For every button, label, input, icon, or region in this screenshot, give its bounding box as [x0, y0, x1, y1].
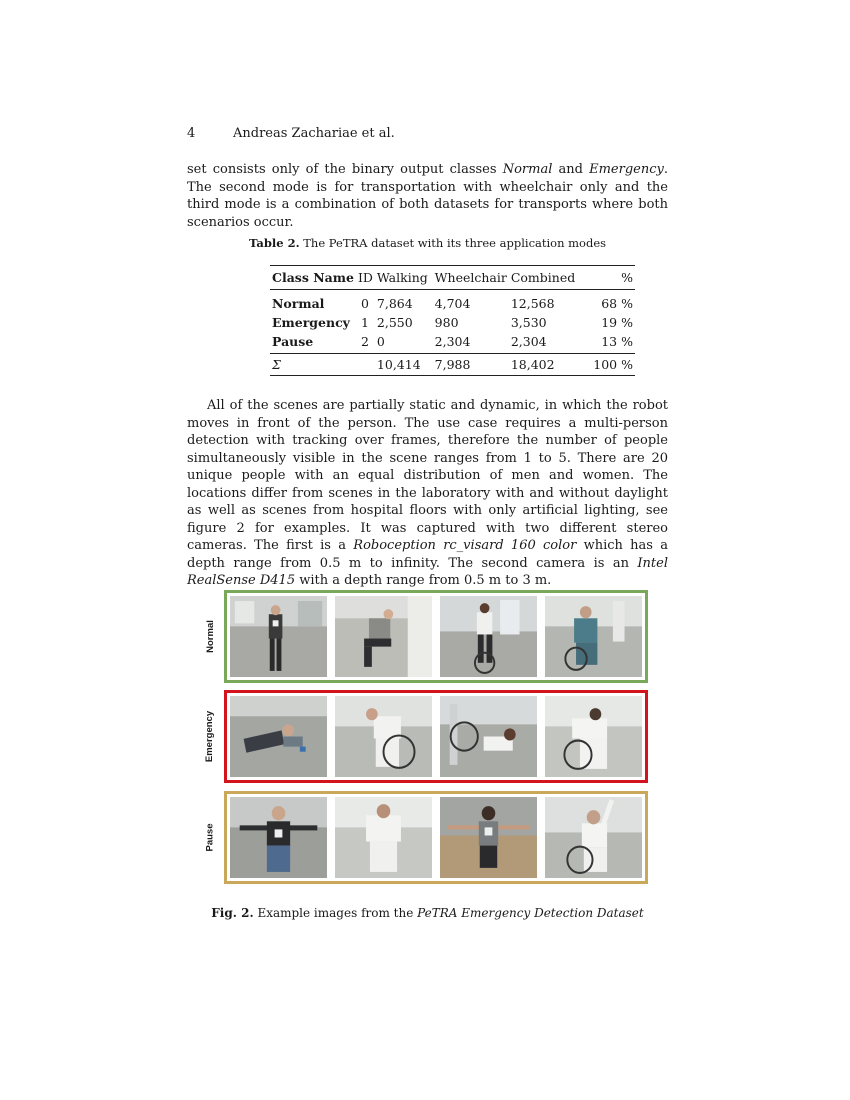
cell: 2,304 — [510, 334, 547, 349]
figure-caption-italic: PeTRA Emergency Detection Dataset — [417, 906, 644, 920]
cell: Pause — [272, 334, 314, 349]
cell: 2,304 — [434, 334, 471, 349]
photo-arms-out-wheelchair — [440, 797, 537, 878]
cell: 2,550 — [376, 315, 413, 330]
photo-person-fallen — [230, 696, 327, 777]
class-normal-italic: Normal — [502, 162, 553, 177]
photo-wheelchair-push — [440, 596, 537, 677]
figure-caption — [187, 906, 668, 920]
row-label-text: Pause — [204, 823, 216, 852]
figure-caption-label: Fig. 2. — [211, 906, 254, 920]
photo-leaning-forward — [335, 797, 432, 878]
camera-2-italic: Intel RealSense D415 — [187, 555, 668, 588]
cell: 7,864 — [376, 296, 413, 311]
table-total-row — [270, 354, 635, 376]
table-caption — [187, 236, 668, 250]
cell: 18,402 — [509, 354, 587, 376]
cell: 0 — [360, 296, 369, 311]
cell: 68 % — [601, 296, 633, 311]
text-span: with a depth range from 0.5 m to 3 m. — [295, 573, 552, 588]
photo-seated-wheelchair — [545, 596, 642, 677]
header-walking: Walking — [375, 266, 433, 290]
row-label-text: Normal — [204, 620, 216, 653]
page-header — [187, 126, 395, 141]
cell: 980 — [434, 315, 459, 330]
table-row — [270, 332, 635, 354]
text-span: which has a depth range from 0.5 m to infinity. The second camera is an — [187, 538, 668, 571]
row-label-text: Emergency — [204, 710, 216, 763]
cell: 13 % — [601, 334, 633, 349]
header-id: ID — [356, 266, 375, 290]
cell: 0 — [376, 334, 385, 349]
paragraph-scenes — [187, 397, 668, 590]
cell: 10,414 — [375, 354, 433, 376]
table-caption-text: The PeTRA dataset with its three application modes — [299, 236, 607, 250]
text-span: All of the scenes are partially static and dynamic, in which the robot moves in front of the person. The use case requires a multi-person detection with tracking over frames, therefore the number of people simultaneously visible in the scene ranges from 1 to 5. There are 20 unique people with an equal distribution of men and women. The locations differ from scenes in the laboratory with and without daylight as well as scenes from hospital floors with only artificial lighting, see figure 2 for examples. It was captured with two different stereo cameras. The first is a — [187, 398, 668, 553]
header-class-name: Class Name — [270, 266, 356, 290]
row-normal — [224, 590, 648, 683]
header-percent: % — [587, 266, 635, 290]
table-row — [270, 313, 635, 332]
camera-1-italic: Roboception rc_visard 160 color — [353, 538, 577, 553]
table-row — [270, 290, 635, 314]
cell: 12,568 — [510, 296, 555, 311]
photo-slumped-wheelchair — [335, 696, 432, 777]
cell-sum-symbol: Σ — [270, 354, 356, 376]
text-span: . The second mode is for transportation with wheelchair only and the third mode is a combination of both datasets for transports where both scenarios occur. — [187, 162, 668, 230]
text-span: and — [552, 162, 590, 177]
row-label-emergency — [200, 690, 220, 783]
cell: 7,988 — [433, 354, 509, 376]
cell: Emergency — [272, 315, 350, 330]
table-header-row — [270, 266, 635, 290]
photo-walking-person — [230, 596, 327, 677]
running-authors: Andreas Zachariae et al. — [233, 126, 395, 141]
cell — [356, 354, 375, 376]
row-emergency — [224, 690, 648, 783]
dataset-table — [270, 265, 635, 376]
cell: 4,704 — [434, 296, 471, 311]
page-number: 4 — [187, 126, 196, 141]
cell: 19 % — [601, 315, 633, 330]
cell: 1 — [360, 315, 369, 330]
cell: 100 % — [587, 354, 635, 376]
cell: Normal — [272, 296, 325, 311]
row-pause — [224, 791, 648, 884]
cell: 2 — [360, 334, 369, 349]
photo-kneeling-person — [335, 596, 432, 677]
header-combined: Combined — [509, 266, 587, 290]
table-caption-label: Table 2. — [248, 236, 300, 250]
cell: 3,530 — [510, 315, 547, 330]
text-span: set consists only of the binary output classes — [187, 162, 503, 177]
header-wheelchair: Wheelchair — [433, 266, 509, 290]
photo-raised-arm — [545, 797, 642, 878]
photo-bent-over-wheelchair — [545, 696, 642, 777]
photo-fallen-from-wheelchair — [440, 696, 537, 777]
figure-caption-text: Example images from the — [253, 906, 418, 920]
class-emergency-italic: Emergency — [589, 162, 664, 177]
row-label-normal — [200, 590, 220, 683]
paragraph-intro — [187, 161, 668, 231]
row-label-pause — [200, 791, 220, 884]
photo-arms-out-seated — [230, 797, 327, 878]
